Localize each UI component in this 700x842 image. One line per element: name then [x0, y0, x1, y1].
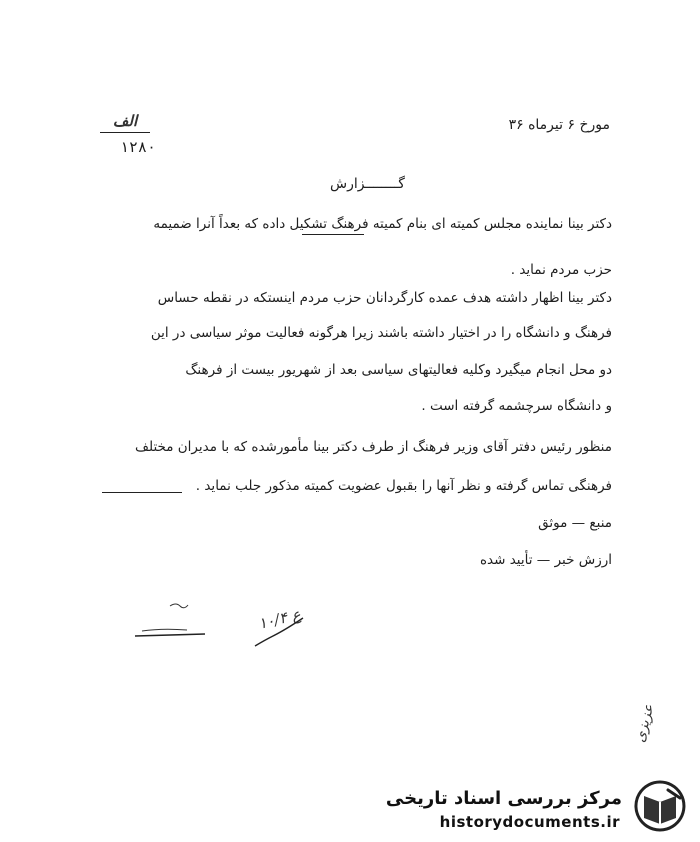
document-title: گــــــــزارش: [330, 176, 405, 192]
signature: ع ۱۰/۴: [256, 605, 303, 633]
classification-mark: الف: [112, 112, 138, 130]
watermark-name: مرکز بررسی اسناد تاریخی: [385, 788, 622, 809]
signature-scribble: [130, 598, 220, 643]
signature-stroke: [250, 612, 310, 652]
document-date: مورخ ۶ تیرماه ۳۶: [508, 117, 610, 133]
body-line: فرهنگی تماس گرفته و نظر آنها را بقبول عضویت کمیته مذکور جلب نماید .: [195, 478, 612, 494]
classification-underline: [100, 132, 150, 133]
body-line: دکتر بینا نماینده مجلس کمیته ای بنام کمیته فرهنگ تشکیل داده که بعداً آنرا ضمیمه: [153, 216, 612, 232]
body-line: دکتر بینا اظهار داشته هدف عمده کارگردانان حزب مردم اینستکه در نقطه حساس: [157, 290, 612, 306]
document-number: ۱۲۸۰: [119, 138, 156, 156]
archive-logo-icon: [630, 778, 690, 833]
source-line: منبع — موثق: [538, 515, 612, 531]
margin-note: عزیزی: [632, 702, 658, 745]
underline-mark: [302, 234, 364, 235]
body-line: و دانشگاه سرچشمه گرفته است .: [421, 398, 612, 414]
body-line: دو محل انجام میگیرد وکلیه فعالیتهای سیاسی بعد از شهریور بیست از فرهنگ: [185, 362, 612, 378]
watermark-url: historydocuments.ir: [439, 813, 620, 831]
body-line: فرهنگ و دانشگاه را در اختیار داشته باشند زیرا هرگونه فعالیت موثر سیاسی در این: [150, 325, 612, 341]
closing-dash-line: [102, 492, 182, 493]
body-line: منظور رئیس دفتر آقای وزیر فرهنگ از طرف دکتر بینا مأمورشده که با مدیران مختلف: [135, 439, 612, 455]
reliability-line: ارزش خبر — تأیید شده: [479, 552, 612, 568]
body-line: حزب مردم نماید .: [510, 262, 612, 278]
